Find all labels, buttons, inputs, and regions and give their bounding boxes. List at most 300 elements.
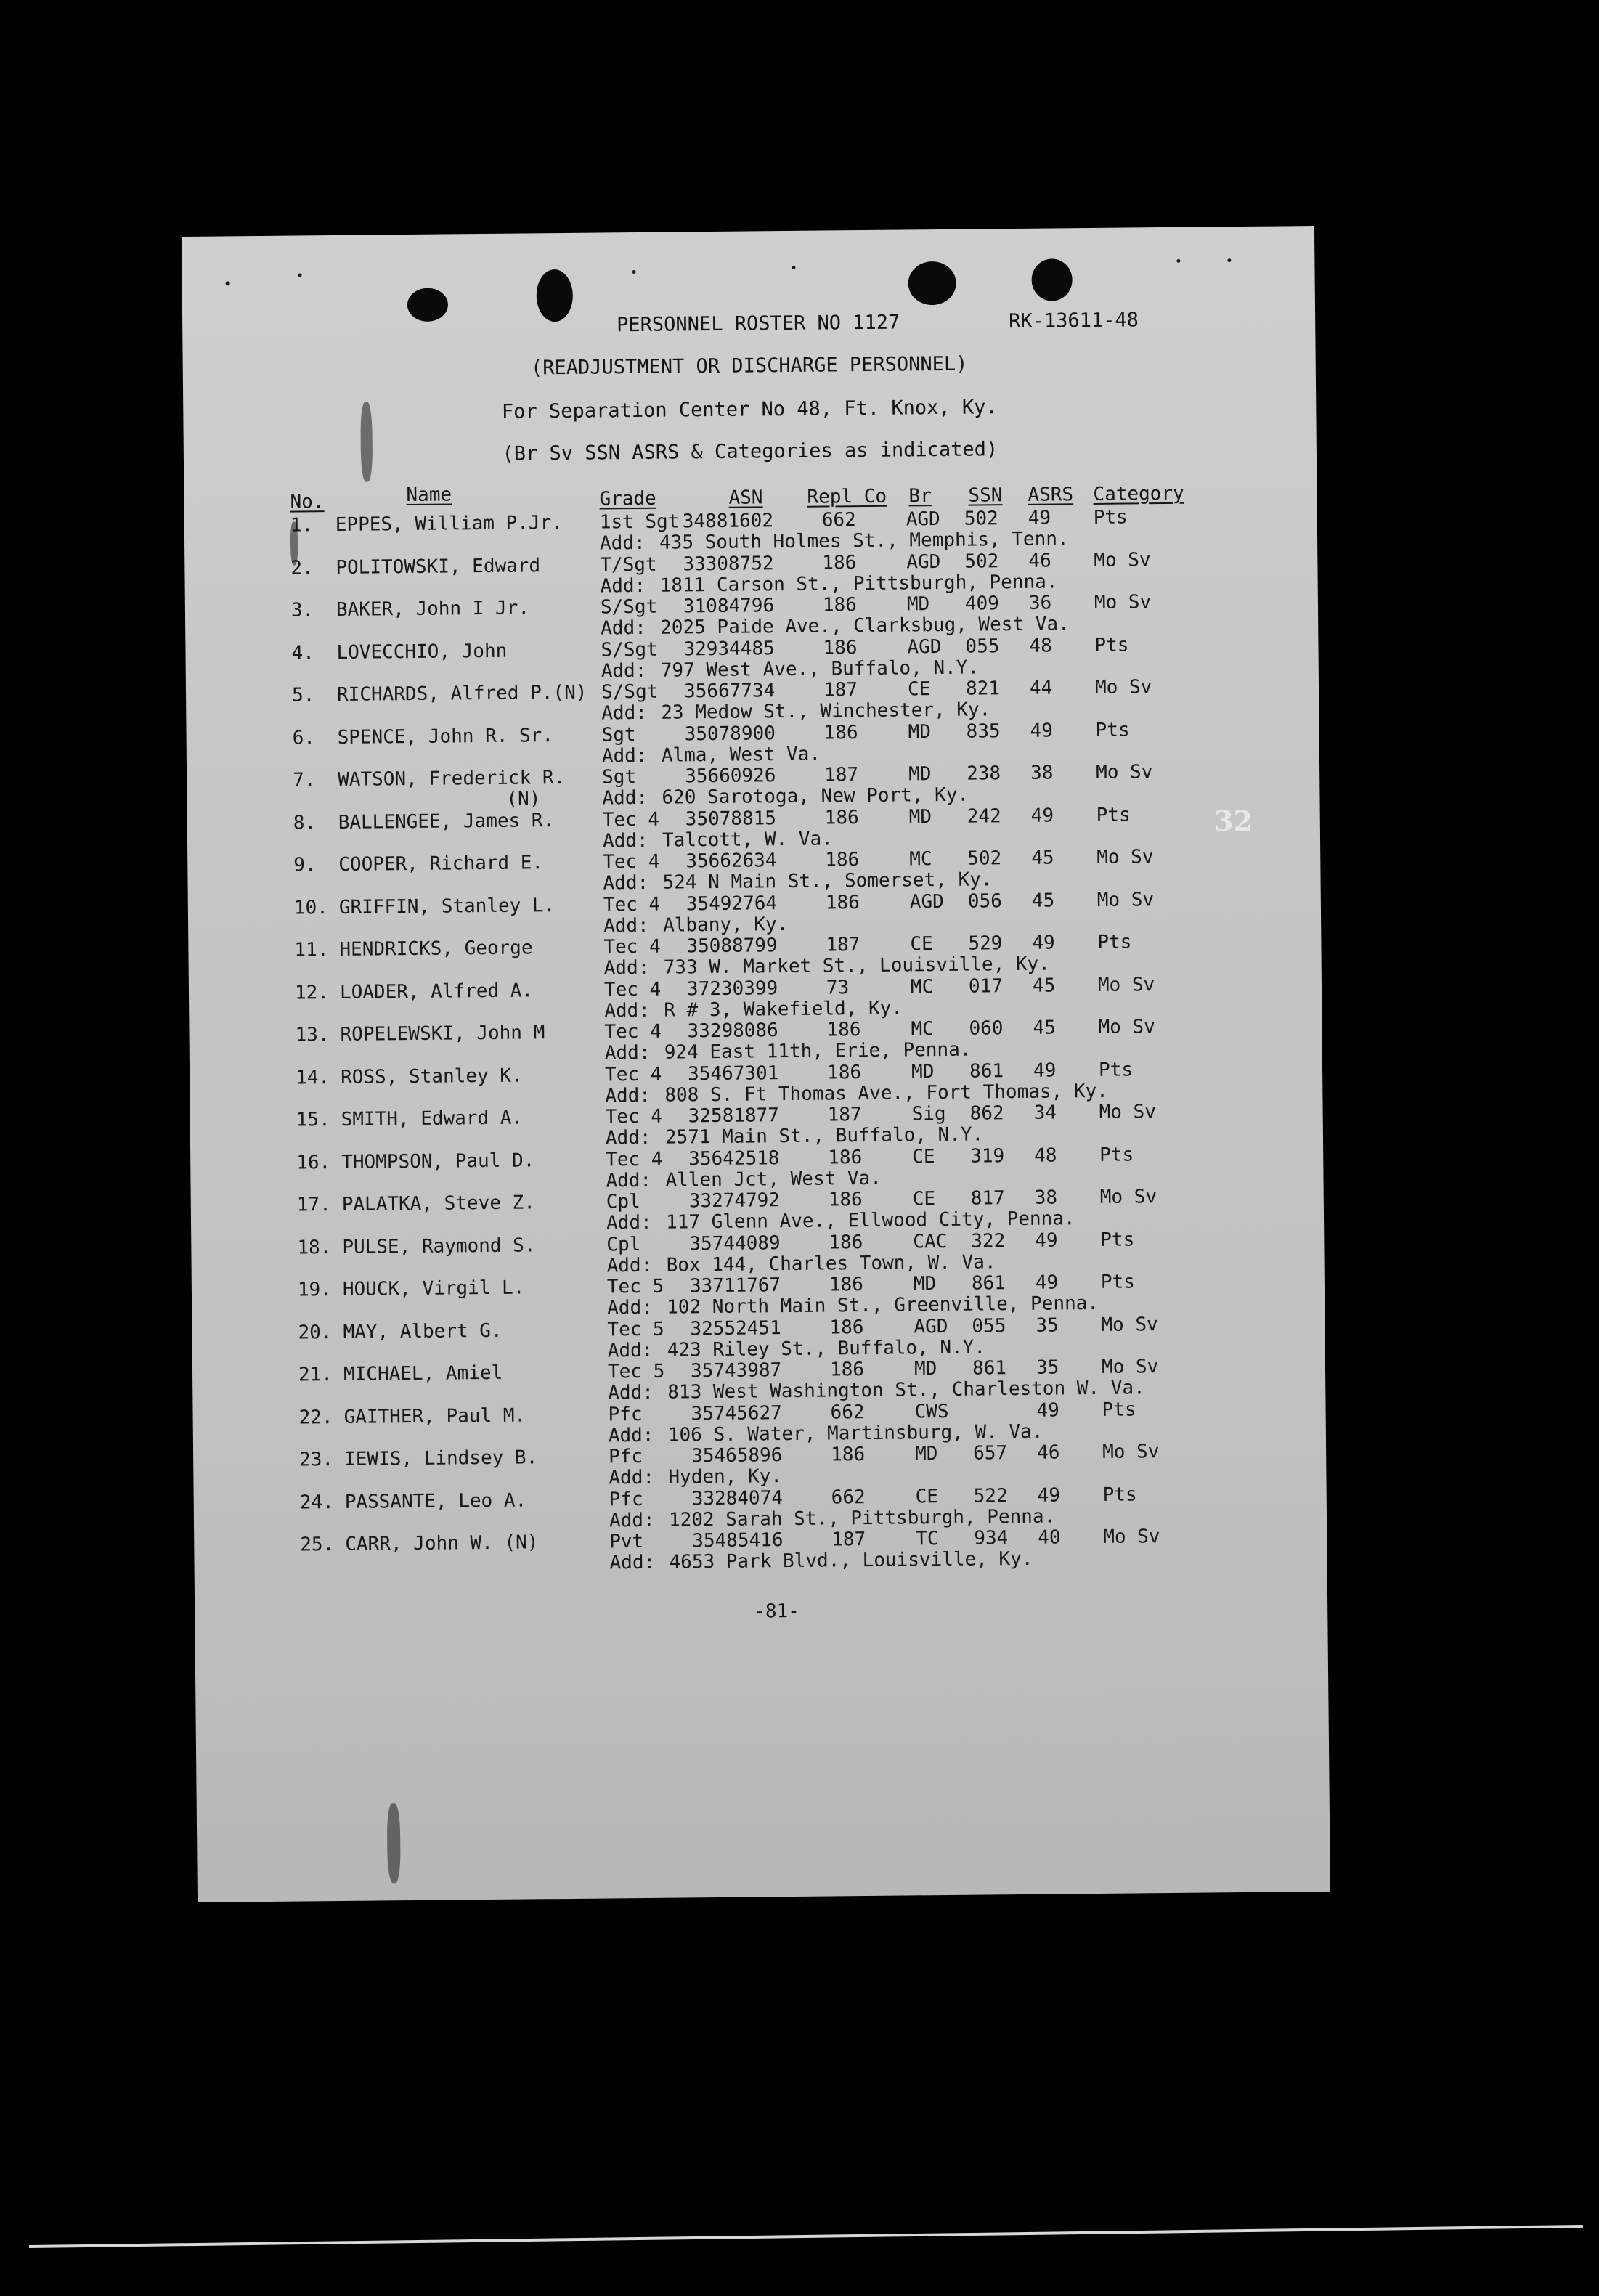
row-number: 10.: [293, 897, 328, 919]
address-label: Add:: [609, 1509, 655, 1532]
row-address: Alma, West Va.: [661, 743, 821, 767]
row-grade: Sgt: [601, 724, 636, 746]
address-label: Add:: [601, 701, 648, 725]
row-category: Mo Sv: [1102, 1441, 1160, 1463]
row-ssn: 055: [965, 635, 1000, 658]
row-address: Hyden, Ky.: [668, 1465, 783, 1489]
row-name: EPPES, William P.Jr.: [335, 511, 563, 536]
row-asrs: 49: [1033, 1059, 1057, 1082]
row-ssn: 529: [968, 932, 1003, 955]
row-repl-co: 662: [821, 509, 856, 532]
row-grade: Tec 4: [603, 935, 661, 958]
row-ssn: 242: [967, 805, 1001, 828]
row-address: 733 W. Market St., Louisville, Ky.: [663, 953, 1051, 979]
row-branch: MC: [909, 848, 932, 871]
row-name: HENDRICKS, George: [339, 937, 533, 961]
row-repl-co: 187: [824, 764, 859, 786]
row-ssn: 862: [969, 1102, 1004, 1125]
row-asrs: 49: [1030, 720, 1054, 742]
address-label: Add:: [602, 829, 648, 852]
row-address: 808 S. Ft Thomas Ave., Fort Thomas, Ky.: [664, 1080, 1108, 1107]
row-asrs: 45: [1033, 1017, 1056, 1039]
row-ssn: 861: [969, 1060, 1004, 1083]
address-label: Add:: [607, 1339, 654, 1362]
row-ssn: 060: [969, 1017, 1004, 1040]
row-grade: Cpl: [606, 1190, 640, 1213]
address-label: Add:: [606, 1254, 653, 1277]
row-category: Mo Sv: [1103, 1526, 1160, 1548]
row-category: Mo Sv: [1095, 761, 1153, 783]
row-ssn: 821: [965, 677, 1001, 700]
row-category: Mo Sv: [1094, 591, 1152, 614]
separation-center-line: For Separation Center No 48, Ft. Knox, Ky.: [501, 396, 998, 423]
row-repl-co: 186: [825, 849, 860, 871]
row-category: Mo Sv: [1094, 676, 1152, 699]
row-category: Pts: [1102, 1483, 1137, 1506]
row-address: 2025 Paide Ave., Clarksbug, West Va.: [660, 613, 1070, 639]
row-grade: Tec 4: [603, 850, 660, 874]
col-header-asn: ASN: [728, 487, 763, 509]
row-grade: Tec 5: [606, 1275, 664, 1298]
col-header-grade: Grade: [599, 487, 656, 510]
row-repl-co: 186: [822, 594, 858, 616]
row-address: 620 Sarotoga, New Port, Ky.: [662, 783, 969, 809]
row-name: MAY, Albert G.: [343, 1319, 503, 1343]
address-label: Add:: [609, 1466, 655, 1489]
row-ssn: 502: [964, 550, 999, 573]
row-grade: Pfc: [609, 1445, 643, 1468]
row-asn: 32552451: [690, 1317, 781, 1340]
row-category: Mo Sv: [1097, 974, 1155, 996]
row-address: Allen Jct, West Va.: [665, 1167, 882, 1192]
row-asn: 35745627: [691, 1402, 782, 1425]
row-repl-co: 187: [827, 1104, 862, 1126]
row-branch: AGD: [909, 890, 944, 913]
address-label: Add:: [607, 1296, 653, 1319]
row-ssn: 238: [967, 762, 1001, 785]
row-category: Pts: [1096, 804, 1131, 826]
row-asn: 35667734: [683, 680, 776, 703]
row-name: CARR, John W. (N): [345, 1531, 539, 1555]
row-asrs: 35: [1036, 1314, 1059, 1337]
row-repl-co: 186: [829, 1232, 863, 1254]
row-name: LOVECCHIO, John: [336, 640, 508, 664]
row-repl-co: 662: [830, 1401, 865, 1424]
row-ssn: 657: [972, 1442, 1008, 1465]
row-asn: 35744089: [689, 1232, 781, 1255]
row-address: 2571 Main St., Buffalo, N.Y.: [664, 1123, 984, 1149]
row-address: 435 South Holmes St., Memphis, Tenn.: [659, 528, 1069, 554]
row-asrs: 48: [1029, 635, 1052, 657]
row-address: Box 144, Charles Town, W. Va.: [666, 1251, 996, 1277]
row-number: 20.: [298, 1322, 333, 1344]
row-asrs: 45: [1032, 974, 1056, 997]
row-number: 15.: [296, 1109, 330, 1131]
col-header-name: Name: [406, 484, 452, 507]
speck: [1176, 259, 1180, 263]
row-asrs: 40: [1038, 1526, 1061, 1549]
row-grade: Tec 4: [602, 808, 660, 831]
row-name: POLITOWSKI, Edward: [335, 555, 541, 579]
row-branch: MC: [911, 1018, 934, 1041]
row-repl-co: 186: [824, 807, 859, 829]
row-branch: AGD: [914, 1315, 948, 1338]
row-name: COOPER, Richard E.: [338, 852, 544, 876]
row-repl-co: 187: [831, 1528, 866, 1551]
row-asn: 35467301: [687, 1062, 779, 1086]
row-asn: 33298086: [687, 1019, 778, 1043]
row-number: 5.: [291, 684, 315, 707]
col-header-asrs: ASRS: [1028, 484, 1074, 506]
row-branch: CE: [915, 1486, 939, 1508]
row-asn: 35078900: [684, 722, 776, 746]
row-number: 17.: [296, 1194, 331, 1216]
row-category: Mo Sv: [1096, 889, 1155, 911]
address-label: Add:: [608, 1424, 654, 1447]
address-label: Add:: [602, 786, 648, 810]
row-asn: 35465896: [691, 1444, 783, 1467]
row-asn: 33308752: [683, 553, 774, 576]
row-name: BAKER, John I Jr.: [335, 597, 530, 621]
row-address: 1811 Carson St., Pittsburgh, Penna.: [659, 571, 1058, 597]
row-category: Mo Sv: [1096, 846, 1154, 868]
row-asrs: 49: [1037, 1484, 1061, 1507]
address-label: Add:: [604, 999, 651, 1022]
row-repl-co: 187: [823, 679, 858, 701]
row-branch: MC: [910, 976, 934, 998]
row-asrs: 49: [1032, 932, 1055, 954]
row-branch: AGD: [907, 635, 942, 659]
address-label: Add:: [604, 1041, 651, 1064]
address-label: Add:: [606, 1169, 652, 1192]
row-asrs: 49: [1036, 1399, 1060, 1422]
row-asn: 35662634: [685, 850, 777, 873]
row-branch: CE: [910, 933, 933, 956]
row-grade: Pfc: [608, 1403, 643, 1426]
row-address: 106 S. Water, Martinsburg, W. Va.: [667, 1420, 1043, 1446]
row-ssn: 322: [971, 1230, 1006, 1253]
speck: [792, 266, 795, 269]
row-asn: 34881602: [682, 510, 774, 533]
row-branch: MD: [913, 1273, 937, 1295]
row-number: 22.: [298, 1406, 333, 1429]
row-ssn: 817: [970, 1187, 1005, 1210]
row-category: Pts: [1093, 506, 1128, 529]
row-grade: Pvt: [609, 1530, 644, 1553]
row-address: 1202 Sarah St., Pittsburgh, Penna.: [668, 1505, 1056, 1531]
scan-edge-line: [29, 2225, 1583, 2248]
row-repl-co: 187: [826, 934, 860, 956]
row-name: SPENCE, John R. Sr.: [337, 725, 554, 749]
row-asrs: 38: [1034, 1186, 1058, 1209]
row-branch: MD: [906, 593, 930, 616]
row-category: Pts: [1100, 1271, 1135, 1293]
row-repl-co: 186: [822, 552, 857, 574]
row-address: 23 Medow St., Winchester, Ky.: [661, 699, 991, 724]
row-ssn: 522: [973, 1485, 1008, 1507]
row-asn: 37230399: [686, 977, 778, 1001]
row-asn: 35660926: [685, 765, 776, 788]
row-grade: Tec 4: [603, 893, 661, 916]
address-label: Add:: [606, 1211, 652, 1234]
row-grade: S/Sgt: [601, 638, 658, 661]
row-asn: 33711767: [689, 1274, 781, 1298]
document-reference: RK-13611-48: [1009, 309, 1139, 333]
row-branch: TC: [916, 1528, 939, 1550]
row-category: Mo Sv: [1099, 1101, 1157, 1123]
document-page: [182, 226, 1330, 1902]
row-asrs: 49: [1030, 805, 1054, 827]
row-asrs: 46: [1028, 550, 1051, 572]
address-label: Add:: [605, 1126, 651, 1149]
row-grade: Tec 5: [607, 1360, 665, 1383]
row-name: WATSON, Frederick R.: [338, 766, 566, 791]
row-number: 19.: [297, 1279, 333, 1301]
row-grade: S/Sgt: [601, 680, 659, 704]
row-address: 797 West Ave., Buffalo, N.Y.: [660, 656, 980, 682]
row-asn: 31084796: [683, 595, 775, 618]
row-branch: CWS: [914, 1400, 949, 1423]
row-branch: AGD: [906, 550, 941, 574]
row-name: THOMPSON, Paul D.: [341, 1149, 535, 1173]
row-name-suffix: (N): [506, 788, 541, 810]
row-asn: 35485416: [692, 1529, 784, 1552]
col-header-no: No.: [290, 491, 325, 513]
row-name: ROSS, Stanley K.: [340, 1064, 523, 1088]
row-ssn: 409: [964, 593, 1000, 615]
row-repl-co: 186: [829, 1274, 864, 1296]
row-address: 117 Glenn Ave., Ellwood City, Penna.: [665, 1208, 1075, 1234]
row-asrs: 44: [1029, 677, 1053, 699]
row-address: 102 North Main St., Greenville, Penna.: [667, 1292, 1099, 1319]
row-category: Pts: [1095, 719, 1130, 741]
row-number: 8.: [293, 812, 317, 834]
row-asrs: 45: [1031, 847, 1054, 869]
row-number: 2.: [290, 557, 314, 579]
row-grade: Tec 4: [604, 1063, 662, 1086]
row-ssn: 861: [972, 1357, 1007, 1380]
row-asrs: 45: [1031, 890, 1055, 912]
row-number: 24.: [299, 1491, 334, 1514]
row-address: 813 West Washington St., Charleston W. Va.: [667, 1377, 1145, 1404]
row-category: Pts: [1102, 1399, 1136, 1421]
row-category: Mo Sv: [1098, 1016, 1155, 1038]
side-page-mark: 32: [1214, 805, 1253, 837]
row-number: 3.: [290, 599, 314, 622]
row-branch: MD: [911, 1061, 935, 1083]
row-name: PULSE, Raymond S.: [342, 1234, 536, 1258]
row-repl-co: 186: [829, 1316, 864, 1339]
row-category: Pts: [1094, 634, 1129, 656]
row-name: MICHAEL, Amiel: [343, 1361, 503, 1385]
row-grade: S/Sgt: [600, 595, 658, 619]
col-header-category: Category: [1093, 482, 1184, 505]
row-repl-co: 186: [825, 892, 860, 914]
row-name: SMITH, Edward A.: [341, 1107, 524, 1131]
row-ssn: 502: [967, 847, 1002, 870]
row-number: 7.: [293, 769, 316, 791]
address-label: Add:: [605, 1084, 651, 1107]
row-address: 423 Riley St., Buffalo, N.Y.: [667, 1336, 986, 1361]
row-grade: Tec 4: [605, 1105, 663, 1128]
row-name: RICHARDS, Alfred P.(N): [336, 681, 587, 706]
row-grade: Tec 4: [606, 1148, 663, 1171]
row-branch: MD: [908, 721, 932, 744]
row-ssn: 319: [970, 1145, 1005, 1168]
row-ssn: 502: [964, 508, 998, 530]
punch-hole: [1031, 258, 1073, 301]
row-asrs: 49: [1035, 1229, 1058, 1252]
row-number: 12.: [294, 982, 330, 1004]
row-asn: 35088799: [686, 935, 778, 958]
row-grade: Tec 4: [603, 978, 662, 1001]
row-branch: CE: [912, 1146, 935, 1168]
row-grade: Pfc: [609, 1488, 643, 1511]
row-ssn: 017: [968, 975, 1004, 998]
speck: [632, 270, 635, 274]
row-number: 4.: [291, 642, 314, 664]
row-repl-co: 186: [826, 1062, 862, 1084]
row-address: 524 N Main St., Somerset, Ky.: [662, 868, 993, 894]
row-name: LOADER, Alfred A.: [339, 980, 534, 1004]
address-label: Add:: [601, 659, 647, 683]
row-repl-co: 186: [830, 1444, 866, 1466]
row-repl-co: 186: [826, 1019, 861, 1041]
col-header-br: Br: [908, 485, 932, 508]
row-asn: 35743987: [690, 1359, 782, 1383]
punch-hole: [908, 261, 956, 306]
row-asrs: 36: [1028, 592, 1052, 614]
row-repl-co: 186: [829, 1359, 865, 1381]
col-header-ssn: SSN: [968, 484, 1003, 507]
row-repl-co: 662: [831, 1486, 866, 1509]
row-grade: Cpl: [606, 1233, 641, 1256]
address-label: Add:: [601, 744, 648, 768]
row-asrs: 46: [1036, 1441, 1060, 1464]
address-label: Add:: [603, 956, 650, 980]
row-asn: 33274792: [688, 1189, 781, 1213]
row-number: 14.: [295, 1067, 330, 1089]
row-address: Talcott, W. Va.: [662, 828, 833, 852]
row-branch: MD: [914, 1443, 938, 1465]
row-number: 11.: [294, 939, 329, 961]
row-branch: MD: [908, 763, 932, 786]
row-branch: CE: [907, 678, 931, 701]
row-name: HOUCK, Virgil L.: [342, 1277, 525, 1300]
smudge: [387, 1803, 401, 1883]
row-number: 1.: [290, 514, 314, 537]
row-category: Pts: [1100, 1229, 1135, 1251]
row-repl-co: 186: [823, 722, 858, 744]
address-label: Add:: [603, 914, 649, 937]
row-name: GRIFFIN, Stanley L.: [338, 895, 556, 919]
row-repl-co: 73: [826, 977, 850, 999]
row-asn: 33284074: [691, 1487, 784, 1510]
row-ssn: 861: [971, 1272, 1006, 1295]
row-asrs: 38: [1030, 762, 1054, 784]
row-category: Pts: [1097, 931, 1132, 953]
row-repl-co: 186: [828, 1147, 863, 1169]
row-category: Mo Sv: [1101, 1356, 1159, 1378]
row-name: IEWIS, Lindsey B.: [344, 1446, 538, 1470]
row-asrs: 35: [1036, 1356, 1059, 1379]
page-number: -81-: [754, 1600, 800, 1623]
row-branch: CE: [912, 1188, 936, 1210]
row-grade: 1st Sgt: [599, 510, 680, 534]
row-ssn: 056: [967, 890, 1002, 913]
address-label: Add:: [608, 1381, 654, 1404]
speck: [226, 281, 230, 285]
speck: [298, 273, 301, 277]
address-label: Add:: [609, 1551, 656, 1574]
row-grade: Sgt: [602, 766, 637, 789]
row-category: Pts: [1098, 1059, 1134, 1081]
row-ssn: 934: [974, 1527, 1009, 1550]
row-repl-co: 186: [828, 1189, 863, 1211]
row-branch: Sig: [911, 1102, 946, 1125]
row-category: Mo Sv: [1101, 1314, 1158, 1336]
row-number: 9.: [293, 854, 317, 876]
row-grade: Tec 4: [604, 1020, 662, 1043]
row-category: Pts: [1099, 1144, 1134, 1166]
roster-title: PERSONNEL ROSTER NO 1127: [617, 311, 900, 337]
row-number: 18.: [297, 1237, 332, 1259]
row-category: Mo Sv: [1099, 1186, 1157, 1208]
col-header-repl-co: Repl Co: [807, 485, 887, 508]
row-grade: Tec 5: [607, 1318, 664, 1341]
row-ssn: 835: [966, 720, 1001, 743]
row-asn: 35492764: [685, 892, 778, 916]
row-asrs: 49: [1035, 1271, 1059, 1294]
row-number: 23.: [299, 1449, 334, 1471]
address-label: Add:: [599, 532, 646, 555]
punch-hole: [536, 269, 573, 322]
row-name: ROPELEWSKI, John M: [340, 1022, 545, 1046]
row-branch: AGD: [906, 508, 940, 531]
categories-note: (Br Sv SSN ASRS & Categories as indicated): [502, 438, 998, 465]
row-number: 25.: [300, 1534, 335, 1556]
address-label: Add:: [600, 574, 646, 598]
row-number: 21.: [298, 1364, 333, 1386]
row-ssn: 055: [972, 1315, 1006, 1338]
row-branch: MD: [908, 806, 932, 829]
row-asrs: 34: [1033, 1102, 1057, 1124]
address-label: Add:: [603, 871, 649, 895]
punch-hole: [407, 288, 448, 322]
row-name: BALLENGEE, James R.: [338, 810, 555, 834]
row-number: 6.: [292, 727, 316, 749]
row-address: 924 East 11th, Erie, Penna.: [664, 1038, 972, 1064]
row-number: 16.: [296, 1152, 331, 1174]
row-repl-co: 186: [823, 637, 858, 659]
row-address: 4653 Park Blvd., Louisville, Ky.: [669, 1547, 1033, 1574]
row-name: PASSANTE, Leo A.: [344, 1489, 527, 1513]
row-asn: 32934485: [683, 638, 775, 661]
speck: [1227, 258, 1231, 262]
row-number: 13.: [295, 1024, 330, 1046]
row-grade: T/Sgt: [600, 553, 657, 577]
row-address: R # 3, Wakefield, Ky.: [664, 997, 903, 1022]
row-address: Albany, Ky.: [662, 913, 789, 937]
row-branch: CAC: [913, 1230, 948, 1253]
row-branch: MD: [914, 1358, 937, 1380]
row-asrs: 48: [1034, 1144, 1057, 1167]
row-asn: 35078815: [685, 807, 777, 831]
address-label: Add:: [601, 616, 646, 640]
row-asn: 35642518: [688, 1147, 780, 1171]
row-asrs: 49: [1028, 507, 1051, 529]
row-name: PALATKA, Steve Z.: [341, 1192, 536, 1216]
